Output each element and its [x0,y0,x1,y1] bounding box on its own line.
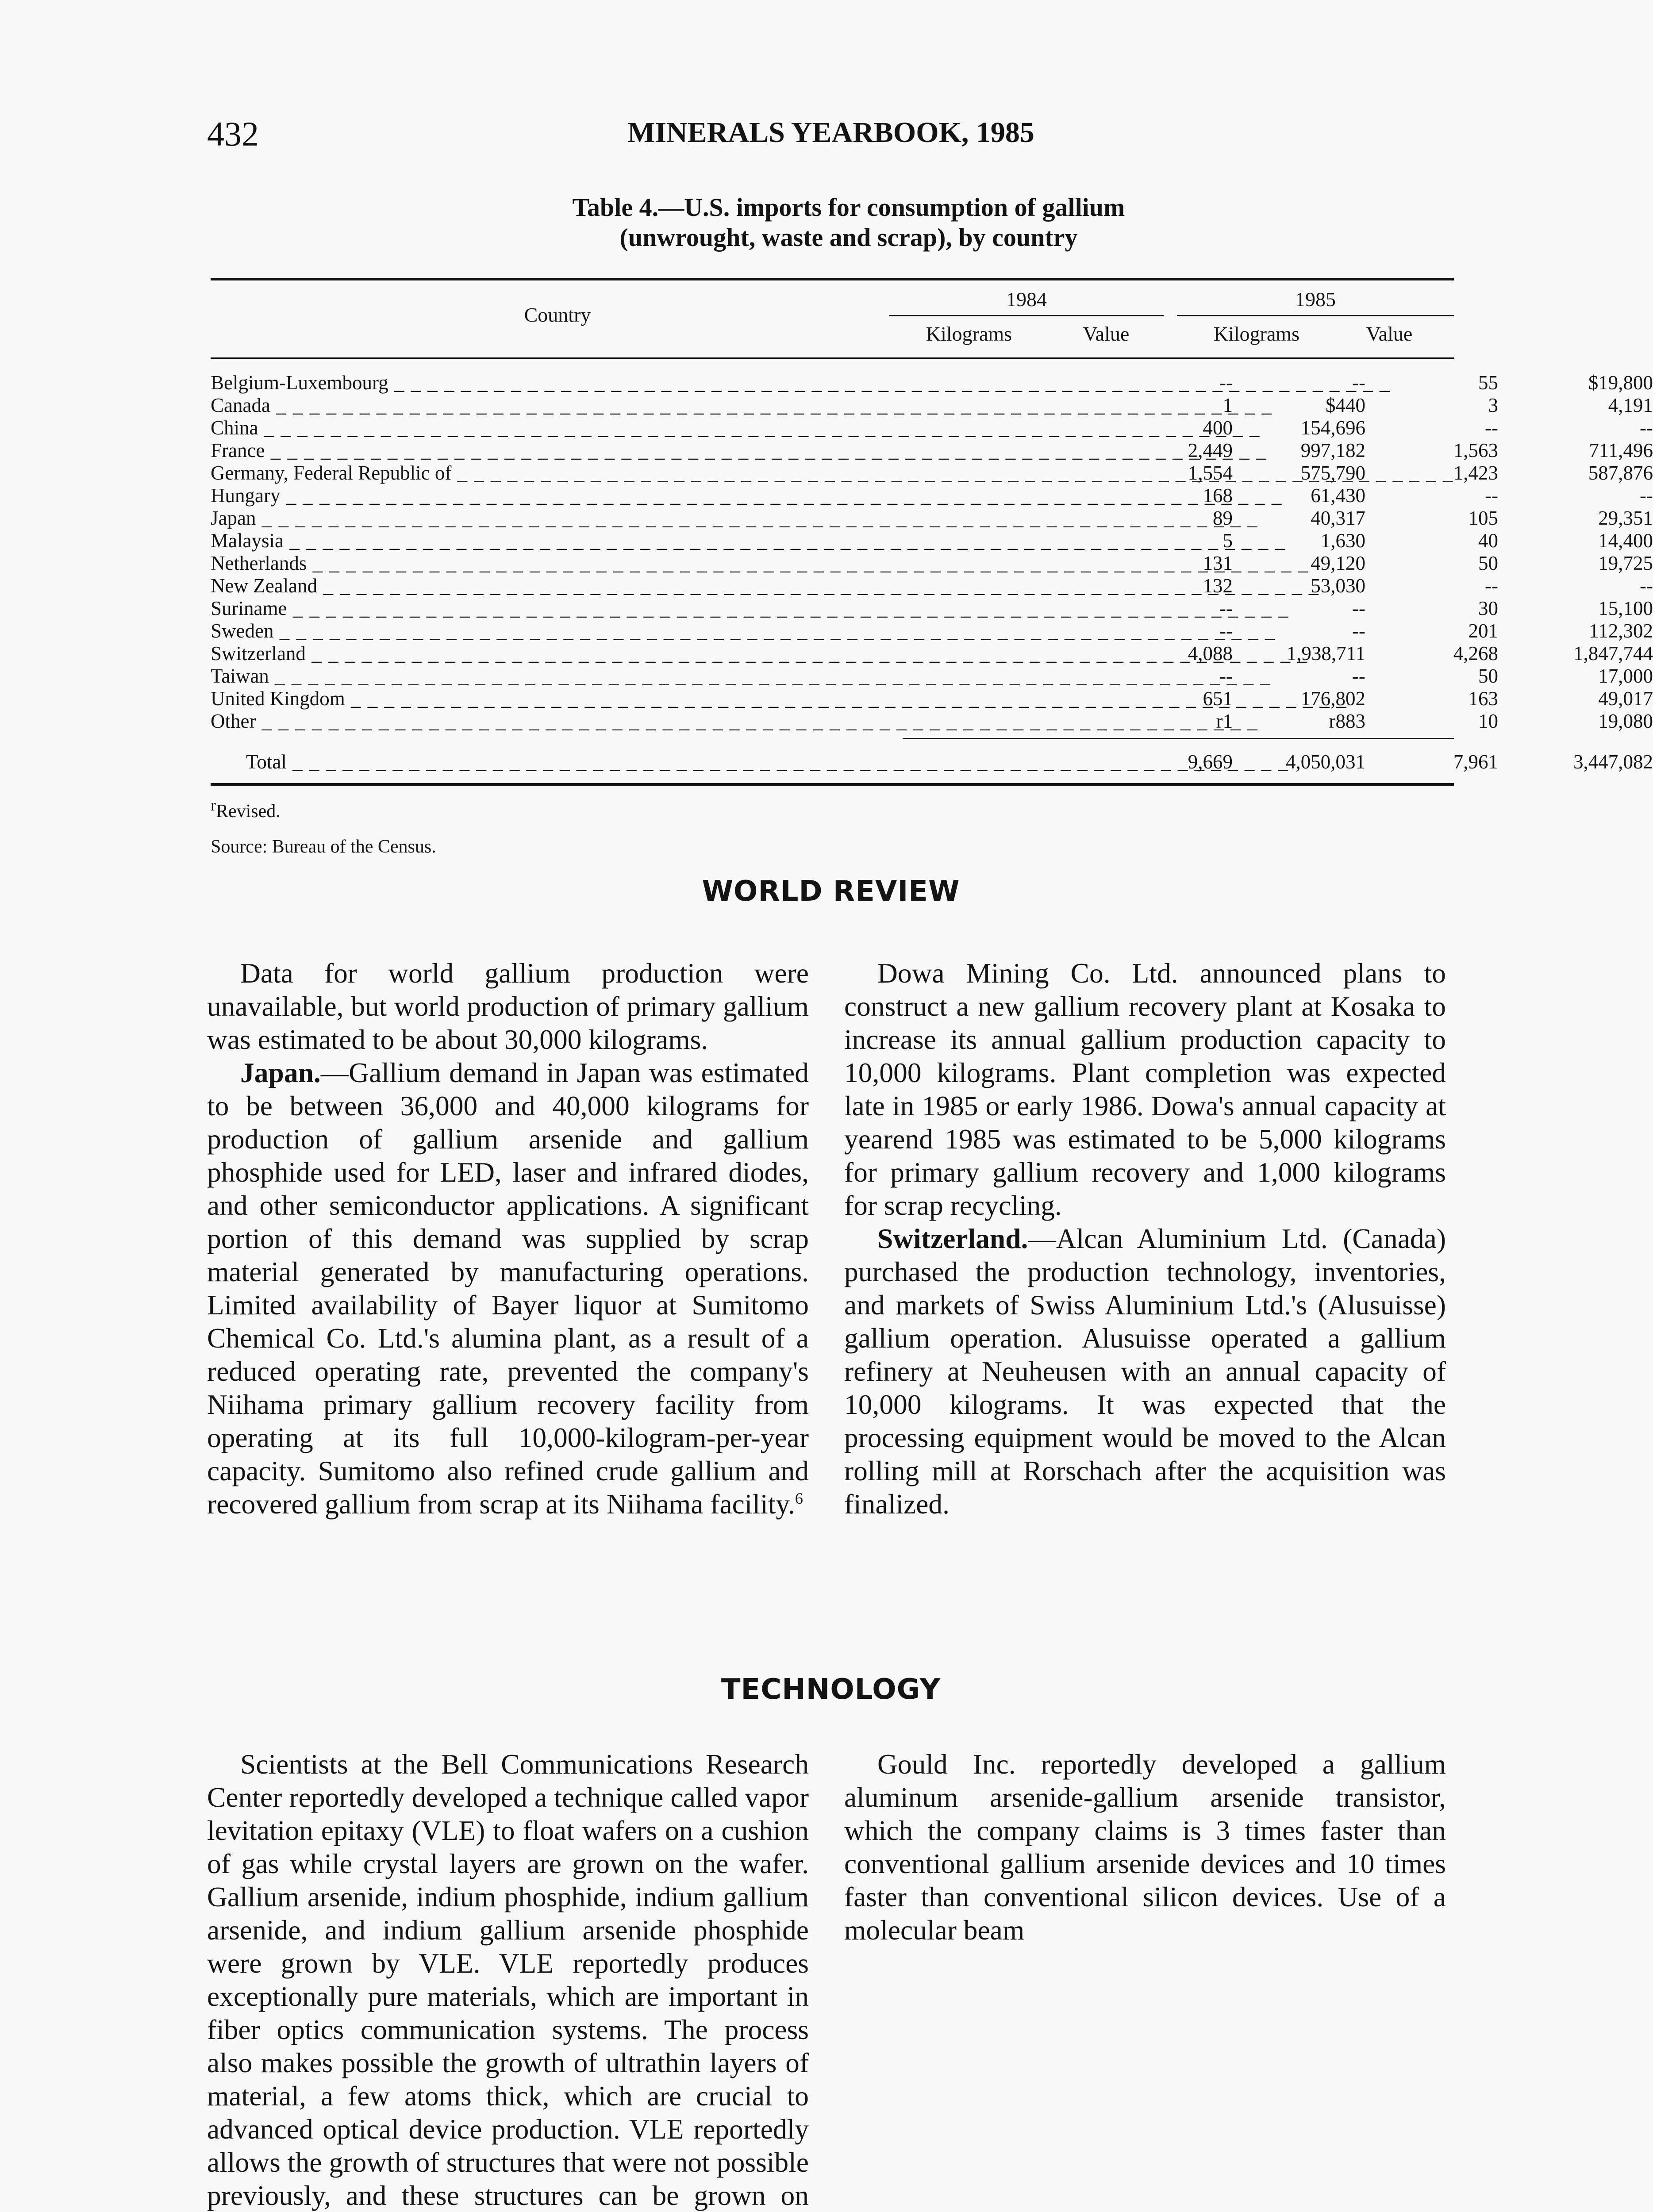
country-cell: Japan _ _ _ [211,507,879,530]
world-review-p3: Dowa Mining Co. Ltd. announced plans to construct a new gallium recovery plant at Kosaka to increase its annual gallium production capacity to 10,000 kilograms. Plant completion was expected late in 1985 or early 1986. Dowa's annual capacity at yearend 1985 was estimated to be 5,000 kilograms for primary gallium recovery and 1,000 kilograms for scrap recycling. [844,957,1446,1221]
kg-1985-cell: 4,268 [1453,642,1498,664]
country-cell: Suriname _ _ _ [211,597,879,620]
value-1985-cell: 15,100 [1598,597,1653,619]
country-cell: Hungary _ _ _ [211,484,879,507]
col-header-1985: 1985 [1295,288,1336,311]
value-1985-cell: 19,725 [1598,552,1653,574]
world-review-p2 [207,1056,809,1521]
country-cell: France _ _ _ [211,439,879,462]
table-row [211,462,1653,484]
country-cell: United Kingdom _ _ _ [211,687,879,710]
table-row [211,642,1653,665]
kg-1985-cell: 201 [1468,620,1498,642]
table-row [211,620,1653,642]
switzerland-text: —Alcan Aluminium Ltd. (Canada) purchased the production technology, inventories, and markets of Swiss Aluminium Ltd.'s (Alusuisse) gallium operation. Alusuisse operated a gallium refinery at Neuheusen with an annual capacity of 10,000 kilograms. It was expected that the processing equipment would be moved to the Alcan rolling mill at Rorschach after the acquisition was finalized. [844,1223,1446,1520]
country-cell: Germany, Federal Republic of _ _ _ [211,462,879,484]
table-row [211,597,1653,620]
total-label: Total _ _ _ [211,749,879,774]
table-top-rule [211,278,1454,280]
table-row [211,394,1653,417]
footnote-ref-6: 6 [795,1489,803,1507]
kg-1984-cell: 89 [1213,507,1233,529]
col-header-country: Country [524,303,591,326]
value-1984-cell: $440 [1326,394,1365,416]
value-1985-cell: -- [1640,575,1653,597]
value-1985-cell: 112,302 [1589,620,1653,642]
table-row [211,575,1653,597]
value-1985-cell: 49,017 [1598,687,1653,710]
value-1984-cell: 1,938,711 [1286,642,1365,664]
japan-text: —Gallium demand in Japan was estimated to be between 36,000 and 40,000 kilograms for production of gallium arsenide and gallium phosphide used for LED, laser and infrared diodes, and other semiconductor applications. A significant portion of this demand was supplied by scrap material generated by manufacturing operations. Limited availability of Bayer liquor at Sumitomo Chemical Co. Ltd.'s alumina plant, as a result of a reduced operating rate, prevented the company's Niihama primary gallium recovery facility from operating at its full 10,000-kilogram-per-year capacity. Sumitomo also refined crude gallium and recovered gallium from scrap at its Niihama facility. [207,1057,809,1520]
value-1985-cell: 1,847,744 [1573,642,1653,664]
year-1985-rule [1177,315,1454,316]
table-row [211,530,1653,552]
kg-1985-cell: 10 [1478,710,1498,732]
country-cell: Sweden _ _ _ [211,620,879,642]
kg-1985-cell: 55 [1478,372,1498,394]
technology-p1 [207,1747,809,2212]
table-title [207,192,1455,253]
kg-1985-cell: 30 [1478,597,1498,619]
revised-text: Revised. [216,801,281,822]
kg-1985-cell: -- [1485,417,1498,439]
kg-1985-cell: 40 [1478,530,1498,552]
world-review-p4 [844,1222,1446,1521]
col-header-kg-1984: Kilograms [926,323,1012,345]
total-value-1985: 3,447,082 [1573,751,1653,773]
table-source: Source: Bureau of the Census. [211,837,436,857]
world-review-column-left [207,956,809,1521]
total-top-rule [903,738,1454,739]
country-cell: Taiwan _ _ _ [211,665,879,687]
kg-1985-cell: 1,563 [1453,439,1498,461]
value-1984-cell: 1,630 [1320,530,1365,552]
technology-heading: TECHNOLOGY [721,1673,941,1706]
kg-1984-cell: 651 [1203,687,1233,710]
value-1984-cell: 40,317 [1311,507,1365,529]
value-1985-cell: -- [1640,484,1653,507]
col-header-value-1984: Value [1083,323,1130,345]
col-header-value-1985: Value [1366,323,1413,345]
table-title-line1: Table 4.—U.S. imports for consumption of gallium [572,193,1125,222]
value-1984-cell: -- [1352,372,1365,394]
kg-1984-cell: 2,449 [1188,439,1233,461]
page-number: 432 [207,115,259,153]
technology-p1-text: Scientists at the Bell Communications Research Center reportedly developed a technique called vapor levitation epitaxy (VLE) to float wafers on a cushion of gas while crystal layers are grown on the wafer. Gallium arsenide, indium phosphide, indium gallium arsenide, and indium gallium arsenide phosphide were grown by VLE. VLE reportedly produces exceptionally pure materials, which are important in fiber optics communication systems. The process also makes possible the growth of ultrathin layers of material, a few atoms thick, which are crucial to advanced optical device production. VLE reportedly allows the growth of structures that were not possible previously, and these structures can be grown on [207,1748,809,2211]
value-1985-cell: 19,080 [1598,710,1653,732]
value-1985-cell: 587,876 [1588,462,1653,484]
kg-1985-cell: -- [1485,484,1498,507]
kg-1985-cell: 105 [1468,507,1498,529]
table-title-line2: (unwrought, waste and scrap), by country [619,223,1078,252]
table-row [211,552,1653,575]
kg-1984-cell: r1 [1216,710,1233,732]
kg-1985-cell: 1,423 [1453,462,1498,484]
value-1984-cell: -- [1352,665,1365,687]
total-kg-1985: 7,961 [1453,751,1498,773]
technology-column-left [207,1747,809,2212]
value-1985-cell: 4,191 [1608,394,1653,416]
page-header [207,114,1455,154]
kg-1985-cell: 50 [1478,552,1498,574]
switzerland-runin: Switzerland. [877,1223,1028,1254]
value-1985-cell: 17,000 [1598,665,1653,687]
total-row [211,749,1653,774]
value-1984-cell: 53,030 [1311,575,1365,597]
world-review-heading: WORLD REVIEW [702,875,960,908]
table-row [211,710,1653,733]
total-value-1984: 4,050,031 [1286,751,1365,773]
technology-p2: Gould Inc. reportedly developed a gallium aluminum arsenide-gallium arsenide transistor, which the company claims is 3 times faster than conventional gallium arsenide devices and 10 times faster than conventional silicon devices. Use of a molecular beam [844,1748,1446,1946]
kg-1984-cell: 1 [1222,394,1233,416]
country-cell: Other _ _ _ [211,710,879,733]
value-1984-cell: -- [1352,620,1365,642]
kg-1984-cell: 131 [1203,552,1233,574]
country-cell: Switzerland _ _ _ [211,642,879,665]
table-row [211,484,1653,507]
country-cell: Canada _ _ _ [211,394,879,417]
footnote-revised [211,796,281,822]
country-cell: Belgium-Luxembourg _ _ _ [211,372,879,394]
kg-1984-cell: -- [1219,597,1233,619]
country-cell: Netherlands _ _ _ [211,552,879,575]
total-kg-1984: 9,669 [1188,751,1233,773]
world-review-column-right [844,956,1446,1521]
table-row [211,372,1653,394]
value-1984-cell: r883 [1329,710,1365,732]
kg-1985-cell: -- [1485,575,1498,597]
kg-1985-cell: 163 [1468,687,1498,710]
year-1984-rule [889,315,1164,316]
kg-1984-cell: -- [1219,620,1233,642]
table-body [211,372,1653,733]
value-1985-cell: 29,351 [1598,507,1653,529]
country-cell: China _ _ _ [211,417,879,439]
kg-1984-cell: 132 [1203,575,1233,597]
kg-1984-cell: 4,088 [1188,642,1233,664]
kg-1985-cell: 50 [1478,665,1498,687]
value-1984-cell: 176,802 [1300,687,1365,710]
kg-1984-cell: -- [1219,372,1233,394]
kg-1984-cell: 168 [1203,484,1233,507]
value-1984-cell: 49,120 [1311,552,1365,574]
col-header-kg-1985: Kilograms [1213,323,1300,345]
value-1984-cell: 997,182 [1300,439,1365,461]
value-1984-cell: 154,696 [1300,417,1365,439]
kg-1985-cell: 3 [1488,394,1498,416]
value-1985-cell: 711,496 [1589,439,1653,461]
col-header-1984: 1984 [1006,288,1047,311]
revised-marker: r [211,796,216,814]
table-row [211,439,1653,462]
value-1985-cell: 14,400 [1598,530,1653,552]
country-cell: New Zealand _ _ _ [211,575,879,597]
world-review-p1: Data for world gallium production were unavailable, but world production of primary gallium was estimated to be about 30,000 kilograms. [207,957,809,1055]
value-1984-cell: -- [1352,597,1365,619]
table-row [211,417,1653,439]
value-1984-cell: 575,790 [1300,462,1365,484]
kg-1984-cell: 400 [1203,417,1233,439]
table-row [211,687,1653,710]
table-header-rule [211,357,1454,359]
country-cell: Malaysia _ _ _ [211,530,879,552]
technology-column-right [844,1747,1446,1947]
kg-1984-cell: 1,554 [1188,462,1233,484]
running-title: MINERALS YEARBOOK, 1985 [627,116,1034,149]
japan-runin: Japan. [240,1057,321,1088]
value-1985-cell: $19,800 [1588,372,1653,394]
table-bottom-rule [211,783,1454,786]
kg-1984-cell: -- [1219,665,1233,687]
table-row [211,665,1653,687]
value-1985-cell: -- [1640,417,1653,439]
table-row [211,507,1653,530]
kg-1984-cell: 5 [1222,530,1233,552]
value-1984-cell: 61,430 [1311,484,1365,507]
